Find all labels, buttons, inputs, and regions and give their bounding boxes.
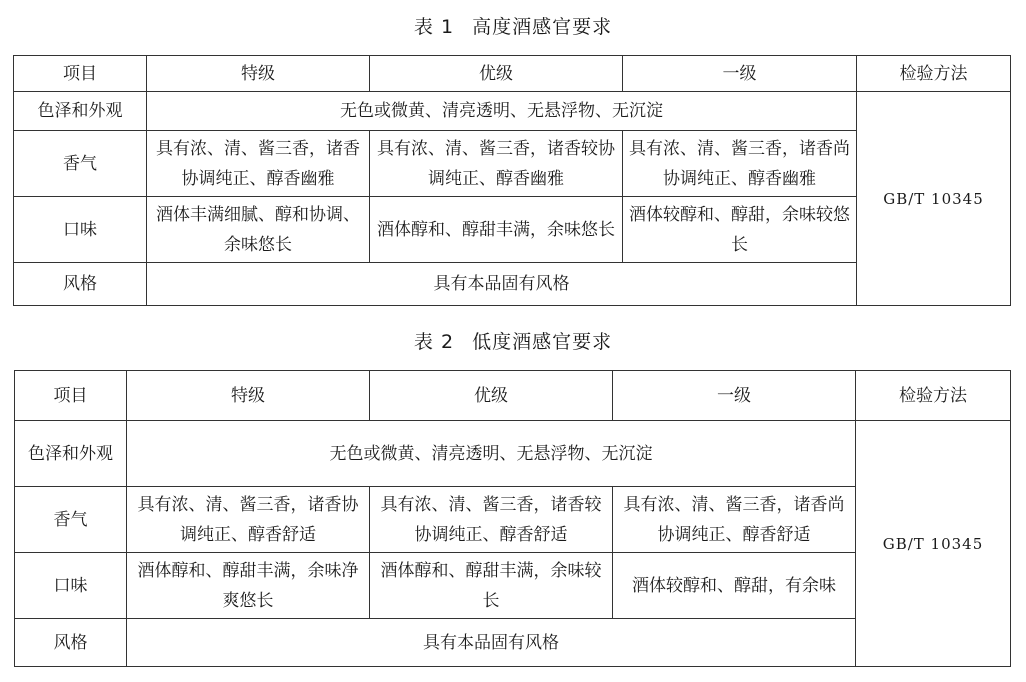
row-label-color: 色泽和外观	[14, 92, 147, 131]
header-special-grade: 特级	[147, 56, 370, 92]
header-test-method: 检验方法	[856, 371, 1011, 421]
taste-first: 酒体较醇和、醇甜，余味较悠长	[623, 197, 857, 263]
table2-caption-title: 低度酒感官要求	[472, 331, 613, 353]
header-item: 项目	[15, 371, 127, 421]
header-superior-grade: 优级	[370, 56, 623, 92]
style-value: 具有本品固有风格	[127, 619, 856, 667]
table-row	[14, 92, 1011, 131]
row-label-style: 风格	[15, 619, 127, 667]
header-superior-grade: 优级	[370, 371, 613, 421]
header-first-grade: 一级	[613, 371, 856, 421]
header-special-grade: 特级	[127, 371, 370, 421]
table-row	[15, 421, 1011, 487]
color-value: 无色或微黄、清亮透明、无悬浮物、无沉淀	[147, 92, 857, 131]
taste-superior: 酒体醇和、醇甜丰满，余味悠长	[370, 197, 623, 263]
aroma-first: 具有浓、清、酱三香，诸香尚协调纯正、醇香舒适	[613, 487, 856, 553]
aroma-superior: 具有浓、清、酱三香，诸香较协调纯正、醇香幽雅	[370, 131, 623, 197]
row-label-aroma: 香气	[14, 131, 147, 197]
aroma-special: 具有浓、清、酱三香，诸香协调纯正、醇香幽雅	[147, 131, 370, 197]
aroma-special: 具有浓、清、酱三香，诸香协调纯正、醇香舒适	[127, 487, 370, 553]
aroma-first: 具有浓、清、酱三香，诸香尚协调纯正、醇香幽雅	[623, 131, 857, 197]
table1	[13, 55, 1011, 306]
table2-header-row	[15, 371, 1011, 421]
row-label-taste: 口味	[14, 197, 147, 263]
header-test-method: 检验方法	[857, 56, 1011, 92]
test-method-value: GB/T 10345	[857, 92, 1011, 306]
table1-caption-title: 高度酒感官要求	[472, 16, 613, 38]
table2-caption-number: 表 2	[413, 331, 455, 353]
row-label-style: 风格	[14, 263, 147, 306]
color-value: 无色或微黄、清亮透明、无悬浮物、无沉淀	[127, 421, 856, 487]
aroma-superior: 具有浓、清、酱三香，诸香较协调纯正、醇香舒适	[370, 487, 613, 553]
row-label-aroma: 香气	[15, 487, 127, 553]
header-item: 项目	[14, 56, 147, 92]
row-label-taste: 口味	[15, 553, 127, 619]
table2-caption	[0, 327, 1026, 354]
table2	[14, 370, 1011, 667]
taste-first: 酒体较醇和、醇甜，有余味	[613, 553, 856, 619]
table1-caption	[0, 12, 1026, 39]
table1-header-row	[14, 56, 1011, 92]
header-first-grade: 一级	[623, 56, 857, 92]
taste-special: 酒体醇和、醇甜丰满，余味净爽悠长	[127, 553, 370, 619]
test-method-value: GB/T 10345	[856, 421, 1011, 667]
style-value: 具有本品固有风格	[147, 263, 857, 306]
taste-special: 酒体丰满细腻、醇和协调、余味悠长	[147, 197, 370, 263]
table1-caption-number: 表 1	[413, 16, 455, 38]
row-label-color: 色泽和外观	[15, 421, 127, 487]
taste-superior: 酒体醇和、醇甜丰满，余味较长	[370, 553, 613, 619]
